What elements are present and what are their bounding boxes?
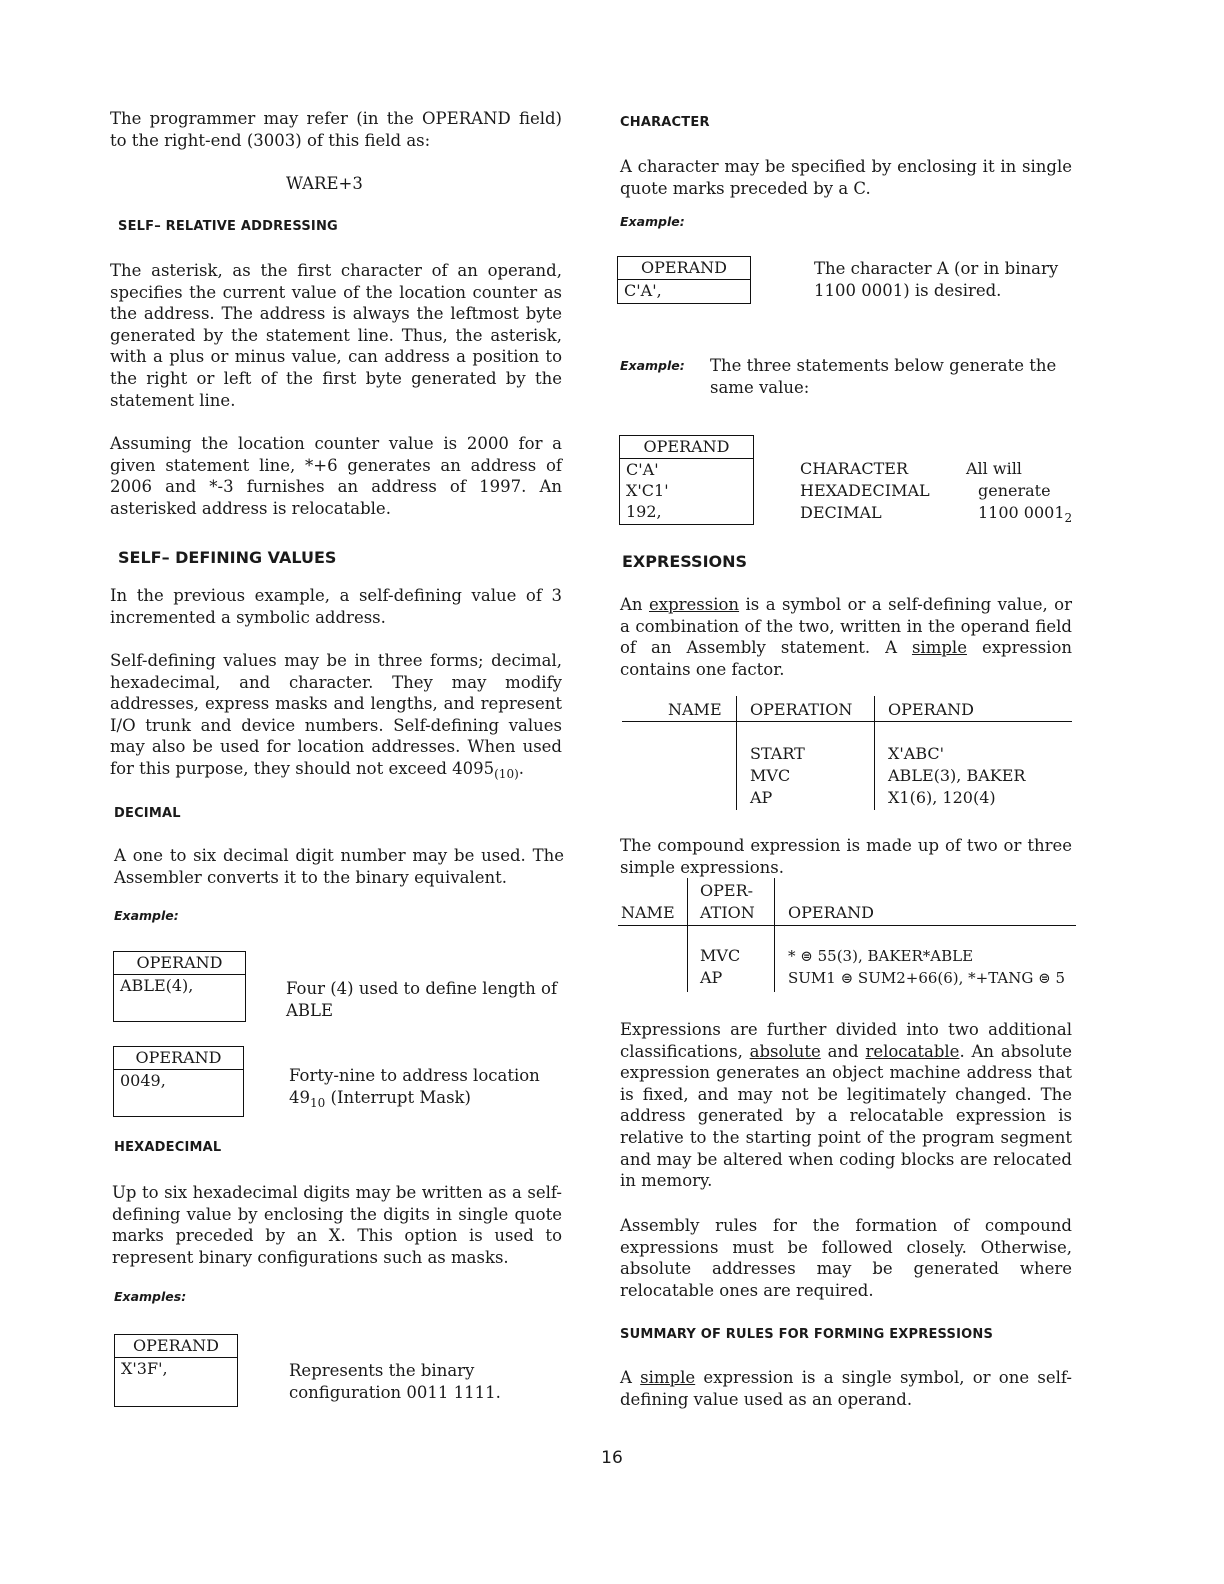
heading-summary: SUMMARY OF RULES FOR FORMING EXPRESSIONS [620,1327,994,1342]
heading-character: CHARACTER [620,115,710,130]
t2-header-name: NAME [621,903,675,922]
ware-expression: WARE+3 [286,174,363,193]
operand-header: OPERAND [115,1335,237,1358]
t1-header-operand: OPERAND [888,700,974,719]
operand-box-0049 [113,1046,244,1117]
box3-note: Represents the binary configuration 0011 1111. [289,1361,501,1402]
will-line-3: 1100 $0001_2$ [978,503,1073,525]
decimal-paragraph: A one to six decimal digit number may be used. The Assembler converts it to the binary equivalent. [114,846,564,887]
operand-box-able [113,951,246,1022]
t1-operands [888,743,1025,809]
t1-op-ap: AP [750,788,773,807]
example-label: Example: [114,908,179,923]
intro-paragraph: The programmer may refer (in the OPERAND field) to the right-end (3003) of this field as: [110,109,562,150]
box1-note: Four (4) used to define length of ABLE [286,979,558,1020]
compound-paragraph: The compound expression is made up of two or three simple expressions. [620,836,1072,877]
operand-row: X'C1' [626,481,669,500]
heading-hexadecimal: HEXADECIMAL [114,1140,222,1155]
simple-paragraph: A simple expression is a single symbol, or one self-defining value used as an operand. [620,1368,1072,1409]
hex-paragraph: Up to six hexadecimal digits may be written as a self-defining value by enclosing the digits in single quote marks preceded by an X. This option is used to represent binary configurations such as masks. [112,1183,562,1267]
t1-rule [622,721,1072,722]
t2-header-oper: OPER- [700,881,754,900]
t1-operand-1: X'ABC' [888,744,945,763]
operand-box-x3f [114,1334,238,1407]
three-statements-text: The three statements below generate the same value: [710,356,1057,397]
t2-operands [788,945,1065,989]
t1-divider-1 [736,696,737,810]
operand-row: 192, [626,502,662,521]
classification-paragraph: Expressions are further divided into two additional classifications, absolute and relocatable. An absolute expression generates an object machine address that is fixed, and may not be legitimately changed. The address generated by a relocatable expression is relative to the starting point of the program segment and may be altered when coding blocks are relocated in memory. [620,1020,1072,1191]
type-decimal: DECIMAL [800,503,882,522]
will-line-1: All will [966,459,1022,478]
operand-value: C'A', [624,281,662,300]
expression-paragraph: An expression is a symbol or a self-defining value, or a combination of the two, written in the operand field of an Assembly statement. A simple expression contains one factor. [620,595,1072,679]
character-paragraph: A character may be specified by enclosing it in single quote marks preceded by a C. [620,157,1072,198]
t1-operations [750,743,805,809]
will-line-2: generate [978,481,1051,500]
t2-divider-1 [687,878,688,992]
t1-operand-3: X1(6), 120(4) [888,788,996,807]
t1-op-start: START [750,744,805,763]
t2-op-mvc: MVC [700,946,741,965]
heading-self-defining: SELF– DEFINING VALUES [118,548,337,567]
operand-header: OPERAND [114,1047,243,1070]
t1-header-operation: OPERATION [750,700,853,719]
operand-value: 0049, [120,1071,166,1090]
examples-label: Examples: [114,1289,187,1304]
operand-row: C'A' [626,460,659,479]
t2-op-ap: AP [700,968,723,987]
t2-operand-1: * ⊜ 55(3), BAKER*ABLE [788,947,974,965]
operand-box-three [619,435,754,525]
operand-value: X'3F', [121,1359,168,1378]
will-generate [966,458,1072,529]
operand-value: ABLE(4), [120,976,194,995]
value-types [800,458,930,524]
t2-header-ation: ATION [700,903,755,922]
example-label-char: Example: [620,214,685,229]
heading-self-relative: SELF– RELATIVE ADDRESSING [118,219,338,234]
example-label-three: Example: [620,358,685,373]
operand-header: OPERAND [114,952,245,975]
rules-paragraph: Assembly rules for the formation of compound expressions must be followed closely. Otherwise, absolute addresses may be generated where relocatable ones are required. [620,1216,1072,1300]
assume-paragraph: Assuming the location counter value is 2000 for a given statement line, *+6 generates an address of 2006 and *-3 furnishes an address of 1997. An asterisked address is relocatable. [110,434,562,518]
page-number: 16 [601,1448,623,1468]
previous-paragraph: In the previous example, a self-defining value of 3 incremented a symbolic address. [110,586,562,627]
t1-op-mvc: MVC [750,766,791,785]
heading-decimal: DECIMAL [114,806,181,821]
operand-header: OPERAND [618,257,750,280]
t1-operand-2: ABLE(3), BAKER [888,766,1026,785]
t1-divider-2 [874,696,875,810]
forms-paragraph: Self-defining values may be in three forms; decimal, hexadecimal, and character. They may modify addresses, express masks and lengths, and represent I/O trunk and device numbers. Self-defining values may also be used for location addresses. When used for this purpose, they should not exceed $4095_{(10)}$. [110,651,562,781]
type-character: CHARACTER [800,459,908,478]
t2-divider-2 [774,878,775,992]
operand-box-ca [617,256,751,304]
t2-operations [700,945,740,989]
self-relative-paragraph: The asterisk, as the first character of an operand, specifies the current value of the location counter as the address. The address is always the leftmost byte generated by the statement line. Thus, the asterisk, with a plus or minus value, can address a position to the right or left of the first byte generated by the statement line. [110,261,562,410]
t1-header-name: NAME [668,700,722,719]
t2-header-operand: OPERAND [788,903,874,922]
type-hexadecimal: HEXADECIMAL [800,481,930,500]
box4-note: The character A (or in binary 1100 0001) is desired. [814,259,1059,300]
operand-header: OPERAND [620,436,753,459]
t2-operand-2: SUM1 ⊜ SUM2+66(6), *+TANG ⊜ 5 [788,969,1066,987]
box2-note: Forty-nine to address location $49_{10}$ (Interrupt Mask) [289,1066,540,1110]
heading-expressions: EXPRESSIONS [622,552,748,571]
